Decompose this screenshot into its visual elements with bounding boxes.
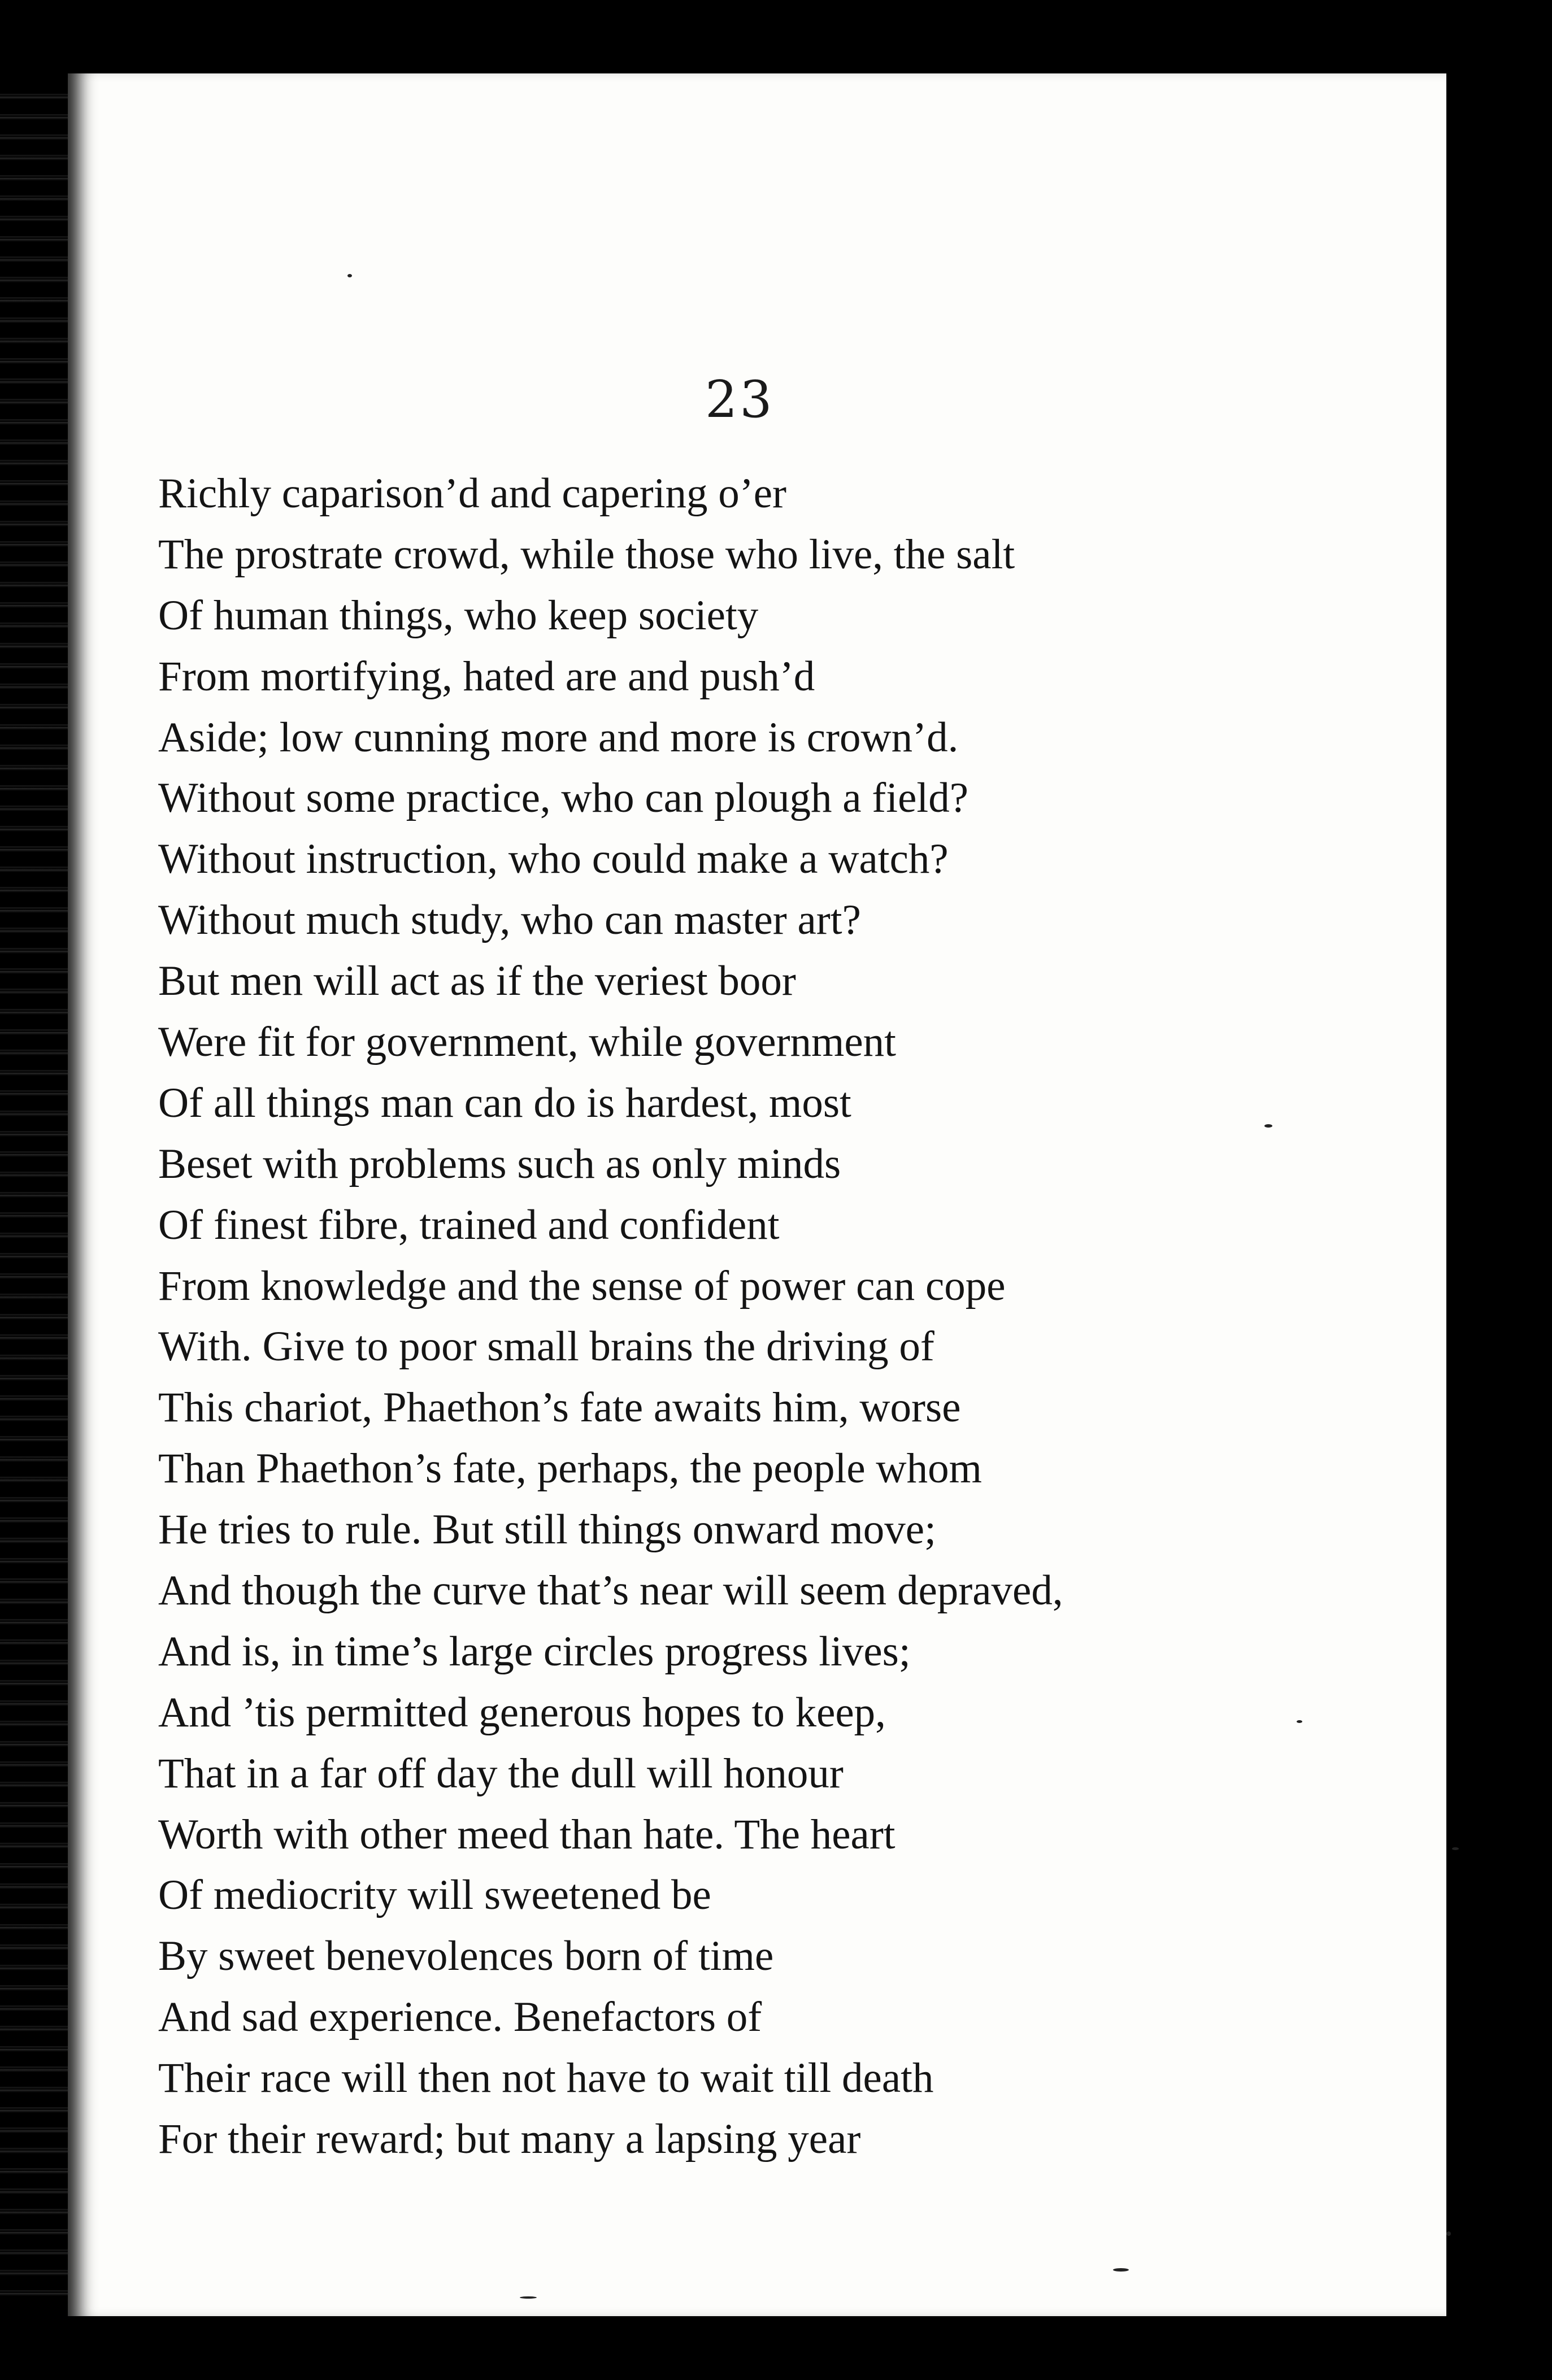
poem-line: Without much study, who can master art? bbox=[158, 897, 861, 944]
poem-line: And is, in time’s large circles progress lives; bbox=[158, 1628, 911, 1675]
poem-line: Beset with problems such as only minds bbox=[158, 1140, 841, 1187]
poem-line: Worth with other meed than hate. The heart bbox=[158, 1811, 895, 1858]
poem-line: Of all things man can do is hardest, most bbox=[158, 1079, 851, 1126]
page-number: 23 bbox=[705, 370, 775, 429]
poem-line: Without some practice, who can plough a field? bbox=[158, 775, 969, 822]
poem-line: Of mediocrity will sweetened be bbox=[158, 1872, 711, 1919]
scan-speck bbox=[347, 274, 352, 277]
poem-line: Of finest fibre, trained and confident bbox=[158, 1201, 780, 1248]
poem-line: Richly caparison’d and capering o’er bbox=[158, 470, 787, 517]
poem-line: But men will act as if the veriest boor bbox=[158, 958, 796, 1005]
poem-line: And though the curve that’s near will seem depraved, bbox=[158, 1567, 1063, 1615]
poem-line: Were fit for government, while government bbox=[158, 1019, 897, 1066]
poem-line: Than Phaethon’s fate, perhaps, the people whom bbox=[158, 1445, 982, 1493]
poem-text bbox=[158, 463, 1063, 2170]
scan-speck bbox=[1452, 1847, 1459, 1850]
poem-line: Their race will then not have to wait till death bbox=[158, 2055, 934, 2102]
scan-speck bbox=[1297, 1720, 1302, 1723]
scan-speck bbox=[520, 2296, 537, 2299]
scan-speck bbox=[1264, 1124, 1272, 1128]
poem-line: This chariot, Phaethon’s fate awaits him, worse bbox=[158, 1384, 961, 1432]
poem-line: From mortifying, hated are and push’d bbox=[158, 652, 815, 700]
poem-line: That in a far off day the dull will honour bbox=[158, 1750, 844, 1797]
scan-speck bbox=[1446, 2231, 1451, 2236]
poem-line: With. Give to poor small brains the driving of bbox=[158, 1323, 934, 1370]
poem-line: For their reward; but many a lapsing year bbox=[158, 2116, 861, 2163]
poem-line: The prostrate crowd, while those who live, the salt bbox=[158, 530, 1015, 578]
scan-speck bbox=[1113, 2268, 1129, 2272]
book-page bbox=[68, 73, 1446, 2316]
poem-line: Aside; low cunning more and more is crown’d. bbox=[158, 713, 959, 761]
poem-line: By sweet benevolences born of time bbox=[158, 1933, 774, 1980]
poem-line: And ’tis permitted generous hopes to keep, bbox=[158, 1689, 886, 1736]
poem-line: Without instruction, who could make a watch? bbox=[158, 836, 949, 883]
poem-line: From knowledge and the sense of power can cope bbox=[158, 1262, 1006, 1309]
poem-line: And sad experience. Benefactors of bbox=[158, 1994, 762, 2041]
poem-line: Of human things, who keep society bbox=[158, 591, 759, 639]
poem-line: He tries to rule. But still things onward move; bbox=[158, 1506, 936, 1554]
